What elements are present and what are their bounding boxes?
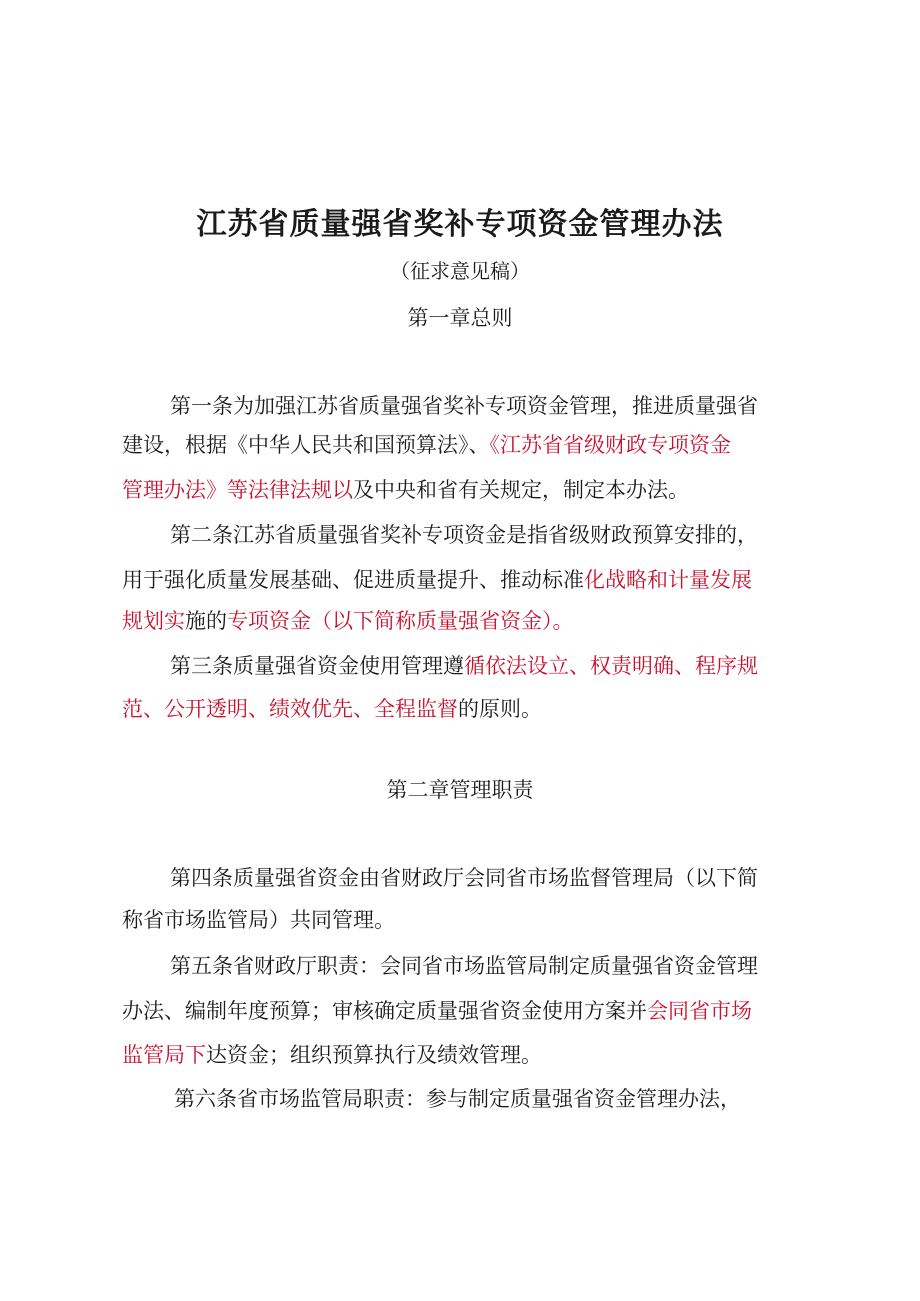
article-5-text-end: 达资金；组织预算执行及绩效管理。	[206, 1043, 542, 1067]
article-5-line-2	[122, 995, 752, 1027]
article-1-cited-law: 《江苏省省级财政专项资金	[489, 433, 731, 457]
article-5-line-3	[122, 1039, 542, 1071]
article-2-highlight: 化战略和计量发展	[584, 568, 752, 592]
article-3-principles: 循依法设立、权责明确、程序规	[464, 654, 758, 678]
article-5-line-1: 第五条省财政厅职责：会同省市场监管局制定质量强省资金管理	[170, 954, 758, 978]
article-1-cited-law-cont: 管理办法》等法律法规以	[122, 478, 353, 502]
article-5-highlight-cont: 监管局下	[122, 1043, 206, 1067]
article-4-line-2: 称省市场监管局）共同管理。	[122, 908, 395, 932]
article-2-line-3	[122, 605, 574, 637]
article-1-line-3	[122, 474, 689, 506]
article-1-line-2	[122, 429, 731, 461]
chapter-heading-1: 第一章总则	[407, 306, 513, 330]
article-4-line-1: 第四条质量强省资金由省财政厅会同省市场监督管理局（以下简	[170, 866, 758, 890]
article-2-highlight-fund: 专项资金（以下简称质量强省资金）。	[227, 609, 574, 633]
article-2-line-2	[122, 564, 752, 596]
article-3-text-end: 的原则。	[458, 697, 542, 721]
article-2-text: 用于强化质量发展基础、促进质量提升、推动标准	[122, 568, 584, 592]
document-subtitle: （征求意见稿）	[390, 259, 530, 283]
article-5-highlight: 会同省市场	[647, 999, 752, 1023]
article-5-text: 办法、编制年度预算；审核确定质量强省资金使用方案并	[122, 999, 647, 1023]
article-3-text: 第三条质量强省资金使用管理遵	[170, 654, 464, 678]
article-6-line-1: 第六条省市场监管局职责：参与制定质量强省资金管理办法，	[174, 1087, 741, 1111]
article-2-text-mid: 施的	[185, 609, 227, 633]
article-2-line-1: 第二条江苏省质量强省奖补专项资金是指省级财政预算安排的，	[170, 523, 758, 547]
chapter-heading-2: 第二章管理职责	[386, 778, 534, 802]
article-3-principles-cont: 范、公开透明、绩效优先、全程监督	[122, 697, 458, 721]
article-2-highlight-cont: 规划实	[122, 609, 185, 633]
article-1-line-1: 第一条为加强江苏省质量强省奖补专项资金管理，推进质量强省	[170, 394, 758, 418]
document-title: 江苏省质量强省奖补专项资金管理办法	[196, 207, 724, 242]
article-1-text-end: 及中央和省有关规定，制定本办法。	[353, 478, 689, 502]
article-1-text: 建设，根据《中华人民共和国预算法》、	[122, 433, 490, 457]
article-3-line-1	[170, 650, 758, 682]
article-3-line-2	[122, 693, 542, 725]
